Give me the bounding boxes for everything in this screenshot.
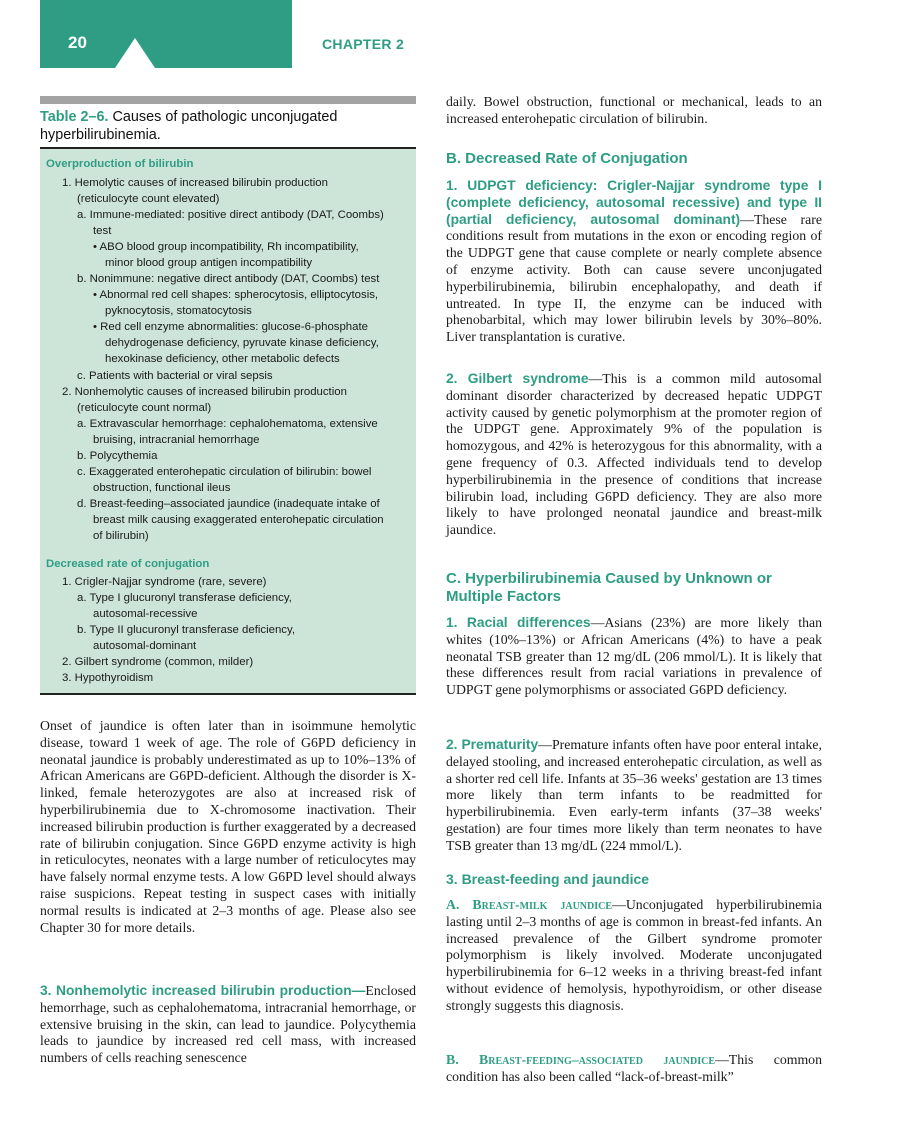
paragraph bbox=[446, 178, 822, 346]
paragraph-body: —Premature infants often have poor enteral intake, delayed stooling, and increased enterohepatic circulation, as well as a shorter red cell life. Infants at 35–36 weeks' gestation are 13 times more likely than term infants to be readmitted for hyperbilirubinemia. Even early-term infants (37–38 weeks' gestation) are four times more likely than term neonates to have TSB greater than 13 mg/dL (224 mmol/L). bbox=[446, 737, 822, 853]
table-line: 1. Crigler-Najjar syndrome (rare, severe) bbox=[62, 576, 267, 588]
run-in-heading: 1. UDPGT deficiency: Crigler-Najjar syndrome type I (complete deficiency, autosomal recessive) and type II (partial deficiency, autosomal dominant) bbox=[446, 178, 822, 227]
right-paragraph-gilbert bbox=[446, 371, 822, 539]
table-line: breast milk causing exaggerated enterohepatic circulation bbox=[93, 514, 384, 526]
run-in-heading: 2. Gilbert syndrome bbox=[446, 371, 589, 386]
table-line: b. Nonimmune: negative direct antibody (DAT, Coombs) test bbox=[77, 273, 380, 285]
run-in-heading: 1. Racial differences bbox=[446, 615, 591, 630]
paragraph bbox=[446, 1052, 822, 1086]
table-line: hexokinase deficiency, other metabolic defects bbox=[105, 353, 340, 365]
table-line: pyknocytosis, stomatocytosis bbox=[105, 305, 252, 317]
table-line: a. Immune-mediated: positive direct antibody (DAT, Coombs) bbox=[77, 209, 384, 221]
run-in-heading: A. Breast-milk jaundice bbox=[446, 897, 613, 912]
table-line: c. Exaggerated enterohepatic circulation of bilirubin: bowel bbox=[77, 466, 372, 478]
paragraph-body: Enclosed hemorrhage, such as cephalohematoma, intracranial hemorrhage, or extensive bruising in the skin, can lead to jaundice. Polycythemia leads to jaundice by increased red cell mass, with increased numbers of cells reaching senescence bbox=[40, 983, 416, 1066]
paragraph bbox=[446, 615, 822, 699]
table-line: (reticulocyte count elevated) bbox=[77, 193, 220, 205]
table-line: obstruction, functional ileus bbox=[93, 482, 231, 494]
right-paragraph-racial bbox=[446, 615, 822, 699]
paragraph-body: —These rare conditions result from mutations in the exon or encoding region of the UDPGT gene that cause complete or nearly complete absence of enzyme activity. Both can cause severe unconjugated hyperbilirubinemia, bilirubin encephalopathy, and death if untreated. In type II, the enzyme can be induced with phenobarbital, which may lower bilirubin levels by 30%–80%. Liver transplantation is curative. bbox=[446, 211, 822, 345]
table-line: b. Polycythemia bbox=[77, 450, 158, 462]
table-line: test bbox=[93, 225, 112, 237]
table-line: dehydrogenase deficiency, pyruvate kinase deficiency, bbox=[105, 337, 379, 349]
page-number: 20 bbox=[68, 33, 87, 52]
table-line: of bilirubin) bbox=[93, 530, 149, 542]
table-line: minor blood group antigen incompatibility bbox=[105, 257, 313, 269]
section-heading-c: C. Hyperbilirubinemia Caused by Unknown or Multiple Factors bbox=[446, 570, 772, 605]
table-line: c. Patients with bacterial or viral sepsis bbox=[77, 370, 273, 382]
left-paragraph-nonhemolytic bbox=[40, 983, 416, 1067]
right-paragraph-breastmilk bbox=[446, 897, 822, 1015]
table-line: 2. Nonhemolytic causes of increased bilirubin production bbox=[62, 386, 347, 398]
chapter-title: CHAPTER 2 bbox=[322, 36, 405, 52]
table-top-rule bbox=[40, 96, 416, 104]
table-line: autosomal-dominant bbox=[93, 640, 197, 652]
table-line: • Abnormal red cell shapes: spherocytosis, elliptocytosis, bbox=[93, 289, 379, 301]
right-paragraph-prematurity bbox=[446, 737, 822, 855]
table-caption-line2: hyperbilirubinemia. bbox=[40, 127, 161, 143]
table-caption-line1: Causes of pathologic unconjugated bbox=[112, 109, 338, 125]
table-body bbox=[40, 147, 416, 695]
table-line: 1. Hemolytic causes of increased bilirubin production bbox=[62, 177, 328, 189]
table-line: d. Breast-feeding–associated jaundice (inadequate intake of bbox=[77, 498, 380, 510]
table-caption-number: Table 2–6. bbox=[40, 109, 109, 125]
table-line: a. Type I glucuronyl transferase deficiency, bbox=[77, 592, 292, 604]
table-line: 2. Gilbert syndrome (common, milder) bbox=[62, 656, 254, 668]
paragraph-body: —This common condition has also been called “lack-of-breast-milk” bbox=[446, 1052, 822, 1084]
header-notch-decoration bbox=[115, 38, 155, 68]
paragraph: Onset of jaundice is often later than in isoimmune hemolytic disease, toward 1 week of age. The role of G6PD deficiency in neonatal jaundice is probably underestimated as up to 10%–13% of African Americans are G6PD-deficient. Although the disorder is X-linked, female heterozygotes are also at increased risk of hyperbilirubinemia due to X-chromosome inactivation. Their increased bilirubin production is further exaggerated by a decreased rate of bilirubin conjugation. Since G6PD enzyme activity is high in reticulocytes, neonates with a large number of reticulocytes may have falsely normal enzyme tests. A low G6PD level should always raise suspicions. Repeat testing in suspect cases with initially normal results is indicated at 2–3 months of age. Please also see Chapter 30 for more details. bbox=[40, 718, 416, 935]
paragraph bbox=[40, 983, 416, 1067]
table-section-heading: Decreased rate of conjugation bbox=[46, 558, 210, 570]
table-line: a. Extravascular hemorrhage: cephalohematoma, extensive bbox=[77, 418, 378, 430]
paragraph-body: —Asians (23%) are more likely than whites (10%–13%) or African Americans (4%) to have a peak neonatal TSB greater than 12 mg/dL (206 mmol/L). It is likely that these differences result from racial variations in prevalence of UDPGT gene polymorphisms or associated G6PD deficiency. bbox=[446, 615, 822, 698]
left-paragraph-g6pd bbox=[40, 718, 416, 936]
run-in-heading: 2. Prematurity bbox=[446, 737, 539, 752]
table-line: bruising, intracranial hemorrhage bbox=[93, 434, 260, 446]
paragraph bbox=[446, 897, 822, 1015]
section-heading-b: B. Decreased Rate of Conjugation bbox=[446, 150, 688, 167]
right-paragraph-udpgt bbox=[446, 178, 822, 346]
table-line: • ABO blood group incompatibility, Rh incompatibility, bbox=[93, 241, 359, 253]
run-in-heading: B. Breast-feeding–associated jaundice bbox=[446, 1052, 715, 1067]
table-section-heading: Overproduction of bilirubin bbox=[46, 158, 194, 170]
table-caption bbox=[40, 108, 416, 144]
table-line: b. Type II glucuronyl transferase deficiency, bbox=[77, 624, 296, 636]
paragraph: daily. Bowel obstruction, functional or mechanical, leads to an increased enterohepatic circulation of bilirubin. bbox=[446, 94, 822, 126]
subsection-heading-breastfeeding: 3. Breast-feeding and jaundice bbox=[446, 871, 650, 887]
run-in-heading: 3. Nonhemolytic increased bilirubin production— bbox=[40, 983, 366, 998]
table-line: (reticulocyte count normal) bbox=[77, 402, 212, 414]
paragraph-body: —This is a common mild autosomal dominant disorder characterized by decreased hepatic UDPGT activity caused by genetic polymorphism at the promoter region of the UDPGT gene. Approximately 9% of the population is homozygous, and 42% is heterozygous for this abnormality, with a gene frequency of 0.3. Affected individuals tend to develop hyperbilirubinemia in the presence of conditions that increase bilirubin load, including G6PD deficiency. They are also more likely to have prolonged neonatal jaundice and breast-milk jaundice. bbox=[446, 371, 822, 538]
paragraph bbox=[446, 371, 822, 539]
table-line: autosomal-recessive bbox=[93, 608, 198, 620]
right-paragraph-breastfeeding-assoc bbox=[446, 1052, 822, 1086]
paragraph-body: —Unconjugated hyperbilirubinemia lasting until 2–3 months of age is common in breast-fed infants. An increased prevalence of the Gilbert syndrome promoter polymorphism is likely involved. Moderate unconjugated hyperbilirubinemia for 6–12 weeks in a thriving breast-fed infant without evidence of hemolysis, hypothyroidism, or other disease strongly suggests this diagnosis. bbox=[446, 897, 822, 1013]
table-line: • Red cell enzyme abnormalities: glucose-6-phosphate bbox=[93, 321, 368, 333]
paragraph bbox=[446, 737, 822, 855]
right-paragraph-intro bbox=[446, 94, 822, 128]
table-line: 3. Hypothyroidism bbox=[62, 672, 154, 684]
